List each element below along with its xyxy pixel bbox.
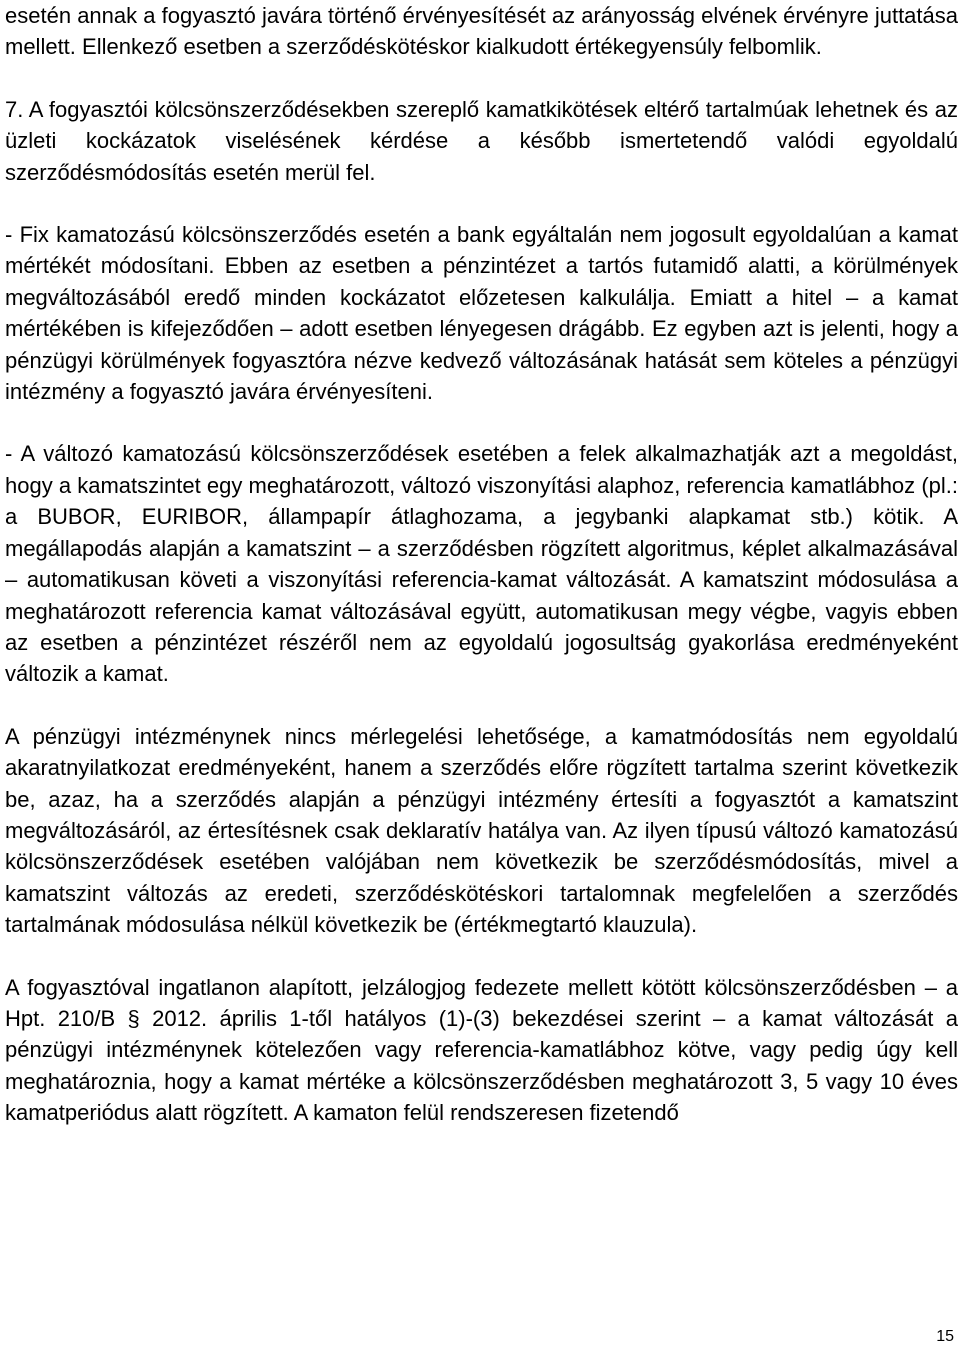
paragraph-gap bbox=[5, 407, 958, 438]
paragraph-6: A fogyasztóval ingatlanon alapított, jelzálogjog fedezete mellett kötött kölcsönszerződésben – a Hpt. 210/B § 2012. április 1-től hatályos (1)-(3) bekezdései szerint – a kamat változását a pénzügyi intézménynek kötelezően vagy referencia-kamatlábhoz kötve, vagy pedig úgy kell meghatároznia, hogy a kamat mértéke a kölcsönszerződésben meghatározott 3, 5 vagy 10 éves kamatperiódus alatt rögzített. A kamaton felül rendszeresen fizetendő bbox=[5, 974, 958, 1126]
paragraph-gap bbox=[5, 188, 958, 219]
paragraph-gap bbox=[5, 941, 958, 972]
paragraph-1: esetén annak a fogyasztó javára történő érvényesítését az arányosság elvének érvényre juttatása mellett. Ellenkező esetben a szerződéskötéskor kialkudott értékegyensúly felbomlik. bbox=[5, 3, 958, 60]
paragraph-3: - Fix kamatozású kölcsönszerződés esetén a bank egyáltalán nem jogosult egyoldalúan a kamat mértékét módosítani. Ebben az esetben a pénzintézet a tartós futamidő alatti, a körülmények megváltozásából eredő minden kockázatot előzetesen kalkulálja. Emiatt a hitel – a kamat mértékében is kifejeződően – adott esetben lényegesen drágább. Ez egyben azt is jelenti, hogy a pénzügyi körülmények fogyasztóra nézve kedvező változásának hatását sem köteles a pénzügyi intézmény a fogyasztó javára érvényesíteni. bbox=[5, 222, 958, 405]
paragraph-5: A pénzügyi intézménynek nincs mérlegelési lehetősége, a kamatmódosítás nem egyoldalú akaratnyilatkozat eredményeként, hanem a szerződés előre rögzített tartalma szerint következik be, azaz, ha a szerződés alapján a pénzügyi intézmény értesíti a fogyasztót a kamatszint megváltozásáról, az értesítésnek csak deklaratív hatálya van. Az ilyen típusú változó kamatozású kölcsönszerződések esetében valójában nem következik be szerződésmódosítás, mivel a kamatszint változás az eredeti, szerződéskötéskori tartalomnak megfelelően a szerződés tartalmának módosulása nélkül következik be (értékmegtartó klauzula). bbox=[5, 723, 958, 938]
paragraph-gap bbox=[5, 63, 958, 94]
page-number: 15 bbox=[936, 1328, 954, 1345]
document-page bbox=[5, 0, 958, 1129]
paragraph-2: 7. A fogyasztói kölcsönszerződésekben szereplő kamatkikötések eltérő tartalmúak lehetnek és az üzleti kockázatok viselésének kérdése a később ismertetendő valódi egyoldalú szerződésmódosítás esetén merül fel. bbox=[5, 96, 958, 185]
paragraph-4: - A változó kamatozású kölcsönszerződések esetében a felek alkalmazhatják azt a megoldást, hogy a kamatszintet egy meghatározott, változó viszonyítási alaphoz, referencia kamatlábhoz (pl.: a BUBOR, EURIBOR, állampapír átlaghozama, a jegybanki alapkamat stb.) kötik. A megállapodás alapján a kamatszint – a szerződésben rögzített algoritmus, képlet alkalmazásával – automatikusan követi a viszonyítási referencia-kamat változását. A kamatszint módosulása a meghatározott referencia kamat változásával együtt, automatikusan megy végbe, vagyis ebben az esetben a pénzintézet részéről nem az egyoldalú jogosultság gyakorlása eredményeként változik a kamat. bbox=[5, 441, 958, 687]
paragraph-gap bbox=[5, 690, 958, 721]
